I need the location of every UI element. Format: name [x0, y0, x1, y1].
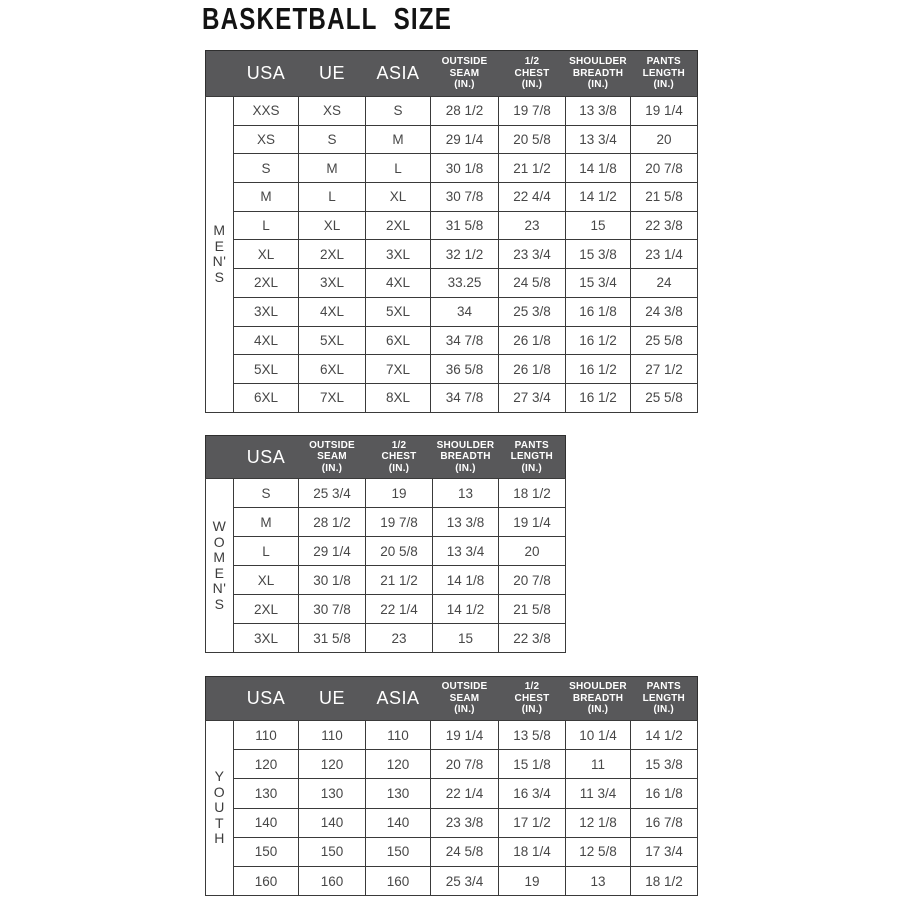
size-cell: 30 7/8 [299, 595, 366, 624]
mens-size-row [206, 383, 698, 412]
size-cell: 2XL [234, 595, 299, 624]
size-cell: 16 1/2 [566, 355, 631, 384]
size-cell: 160 [299, 866, 366, 895]
column-header-ue: UE [299, 677, 366, 721]
size-cell: 15 [433, 624, 499, 653]
size-cell: 34 7/8 [431, 326, 499, 355]
size-cell: 110 [299, 721, 366, 750]
size-cell: 14 1/2 [631, 721, 698, 750]
size-cell: 11 3/4 [566, 779, 631, 808]
column-header-outside-seam: OUTSIDE SEAM (IN.) [431, 677, 499, 721]
size-cell: 17 3/4 [631, 837, 698, 866]
size-cell: XS [299, 97, 366, 126]
size-cell: 7XL [366, 355, 431, 384]
size-cell: 120 [234, 750, 299, 779]
size-cell: 2XL [234, 269, 299, 298]
size-cell: 19 1/4 [431, 721, 499, 750]
size-cell: 15 3/4 [566, 269, 631, 298]
mens-size-row [206, 240, 698, 269]
youth-size-row [206, 837, 698, 866]
size-cell: XL [299, 211, 366, 240]
size-cell: L [234, 537, 299, 566]
size-cell: 14 1/8 [566, 154, 631, 183]
size-cell: 11 [566, 750, 631, 779]
size-cell: 20 5/8 [366, 537, 433, 566]
size-cell: 2XL [366, 211, 431, 240]
size-cell: 120 [299, 750, 366, 779]
size-cell: 23 1/4 [631, 240, 698, 269]
size-cell: 5XL [299, 326, 366, 355]
size-cell: 23 3/4 [499, 240, 566, 269]
size-cell: 34 [431, 297, 499, 326]
column-header-asia: ASIA [366, 51, 431, 97]
size-cell: 110 [366, 721, 431, 750]
womens-size-row [206, 566, 566, 595]
size-cell: 14 1/2 [566, 183, 631, 212]
size-cell: 12 5/8 [566, 837, 631, 866]
size-cell: 23 [366, 624, 433, 653]
size-cell: 25 5/8 [631, 383, 698, 412]
size-cell: 18 1/2 [631, 866, 698, 895]
column-header-half-chest: 1/2 CHEST (IN.) [499, 51, 566, 97]
youth-header-row [206, 677, 698, 721]
size-cell: 16 1/2 [566, 326, 631, 355]
size-cell: 18 1/2 [499, 479, 566, 508]
womens-header-corner [206, 436, 234, 479]
size-cell: 5XL [234, 355, 299, 384]
size-cell: 24 [631, 269, 698, 298]
size-cell: 160 [234, 866, 299, 895]
size-cell: M [299, 154, 366, 183]
size-cell: 20 [631, 125, 698, 154]
size-cell: 130 [366, 779, 431, 808]
size-cell: 14 1/8 [433, 566, 499, 595]
mens-size-table [205, 50, 698, 413]
size-cell: 28 1/2 [299, 508, 366, 537]
size-cell: 20 7/8 [631, 154, 698, 183]
size-cell: 3XL [234, 624, 299, 653]
size-cell: XL [366, 183, 431, 212]
column-header-shoulder-breadth: SHOULDER BREADTH (IN.) [566, 51, 631, 97]
column-header-outside-seam: OUTSIDE SEAM (IN.) [431, 51, 499, 97]
womens-size-row [206, 624, 566, 653]
size-cell: 19 7/8 [499, 97, 566, 126]
size-cell: 150 [234, 837, 299, 866]
mens-size-row [206, 326, 698, 355]
size-cell: 22 1/4 [431, 779, 499, 808]
size-cell: M [366, 125, 431, 154]
size-cell: 24 5/8 [499, 269, 566, 298]
size-cell: 3XL [234, 297, 299, 326]
mens-size-row [206, 183, 698, 212]
size-cell: 16 7/8 [631, 808, 698, 837]
size-cell: 15 3/8 [566, 240, 631, 269]
mens-size-row [206, 355, 698, 384]
size-cell: 19 [499, 866, 566, 895]
size-cell: 30 7/8 [431, 183, 499, 212]
size-cell: 130 [299, 779, 366, 808]
size-cell: 150 [366, 837, 431, 866]
mens-size-row [206, 269, 698, 298]
column-header-half-chest: 1/2 CHEST (IN.) [499, 677, 566, 721]
mens-size-row [206, 211, 698, 240]
size-cell: 25 3/4 [431, 866, 499, 895]
womens-size-table [205, 435, 566, 653]
column-header-shoulder-breadth: SHOULDER BREADTH (IN.) [566, 677, 631, 721]
size-cell: 140 [299, 808, 366, 837]
size-cell: 4XL [366, 269, 431, 298]
column-header-pants-length: PANTS LENGTH (IN.) [499, 436, 566, 479]
size-cell: S [366, 97, 431, 126]
size-cell: 7XL [299, 383, 366, 412]
size-cell: M [234, 183, 299, 212]
youth-group-label: Y O U T H [206, 721, 234, 896]
column-header-outside-seam: OUTSIDE SEAM (IN.) [299, 436, 366, 479]
size-cell: 27 3/4 [499, 383, 566, 412]
womens-size-row [206, 595, 566, 624]
size-cell: 21 5/8 [499, 595, 566, 624]
size-cell: 4XL [234, 326, 299, 355]
size-cell: 21 5/8 [631, 183, 698, 212]
size-cell: 14 1/2 [433, 595, 499, 624]
size-cell: 16 1/8 [631, 779, 698, 808]
size-cell: 26 1/8 [499, 355, 566, 384]
size-cell: 13 [433, 479, 499, 508]
size-cell: 22 1/4 [366, 595, 433, 624]
mens-header-row [206, 51, 698, 97]
mens-size-row [206, 97, 698, 126]
size-cell: 21 1/2 [366, 566, 433, 595]
size-cell: 20 7/8 [431, 750, 499, 779]
size-cell: 6XL [234, 383, 299, 412]
size-cell: 6XL [366, 326, 431, 355]
size-cell: S [234, 154, 299, 183]
size-cell: 31 5/8 [431, 211, 499, 240]
size-cell: 20 5/8 [499, 125, 566, 154]
size-cell: M [234, 508, 299, 537]
column-header-usa: USA [234, 677, 299, 721]
size-cell: 26 1/8 [499, 326, 566, 355]
column-header-pants-length: PANTS LENGTH (IN.) [631, 677, 698, 721]
mens-size-row [206, 154, 698, 183]
mens-size-row [206, 125, 698, 154]
size-cell: 13 5/8 [499, 721, 566, 750]
size-cell: 15 [566, 211, 631, 240]
size-cell: 15 1/8 [499, 750, 566, 779]
size-cell: 150 [299, 837, 366, 866]
size-cell: L [299, 183, 366, 212]
size-cell: 34 7/8 [431, 383, 499, 412]
column-header-pants-length: PANTS LENGTH (IN.) [631, 51, 698, 97]
size-cell: XL [234, 566, 299, 595]
size-cell: 25 5/8 [631, 326, 698, 355]
size-cell: S [299, 125, 366, 154]
youth-size-row [206, 808, 698, 837]
size-cell: 15 3/8 [631, 750, 698, 779]
size-cell: 17 1/2 [499, 808, 566, 837]
size-cell: 22 4/4 [499, 183, 566, 212]
size-cell: 3XL [299, 269, 366, 298]
size-cell: XL [234, 240, 299, 269]
size-cell: 20 [499, 537, 566, 566]
size-cell: 19 [366, 479, 433, 508]
size-cell: 19 7/8 [366, 508, 433, 537]
size-cell: 30 1/8 [299, 566, 366, 595]
size-cell: 25 3/8 [499, 297, 566, 326]
size-cell: 18 1/4 [499, 837, 566, 866]
size-cell: 13 3/8 [433, 508, 499, 537]
size-cell: 25 3/4 [299, 479, 366, 508]
size-cell: 31 5/8 [299, 624, 366, 653]
size-cell: 140 [234, 808, 299, 837]
size-cell: 5XL [366, 297, 431, 326]
size-cell: L [366, 154, 431, 183]
size-cell: S [234, 479, 299, 508]
womens-group-label: W O M E N' S [206, 479, 234, 653]
size-cell: 22 3/8 [499, 624, 566, 653]
youth-header-corner [206, 677, 234, 721]
size-cell: 23 3/8 [431, 808, 499, 837]
womens-size-row [206, 479, 566, 508]
size-cell: 8XL [366, 383, 431, 412]
size-cell: 13 3/4 [566, 125, 631, 154]
column-header-half-chest: 1/2 CHEST (IN.) [366, 436, 433, 479]
size-cell: 27 1/2 [631, 355, 698, 384]
size-cell: 28 1/2 [431, 97, 499, 126]
size-cell: 22 3/8 [631, 211, 698, 240]
page-title: BASKETBALL SIZE [202, 1, 453, 36]
size-cell: L [234, 211, 299, 240]
size-cell: 16 1/8 [566, 297, 631, 326]
size-cell: 32 1/2 [431, 240, 499, 269]
size-cell: 2XL [299, 240, 366, 269]
size-cell: 23 [499, 211, 566, 240]
size-cell: 140 [366, 808, 431, 837]
womens-header-row [206, 436, 566, 479]
size-cell: 19 1/4 [631, 97, 698, 126]
column-header-usa: USA [234, 51, 299, 97]
youth-size-row [206, 779, 698, 808]
size-cell: 19 1/4 [499, 508, 566, 537]
size-cell: 36 5/8 [431, 355, 499, 384]
size-cell: 12 1/8 [566, 808, 631, 837]
womens-size-row [206, 508, 566, 537]
size-cell: 13 [566, 866, 631, 895]
mens-group-label: M E N' S [206, 97, 234, 413]
size-cell: 24 5/8 [431, 837, 499, 866]
column-header-shoulder-breadth: SHOULDER BREADTH (IN.) [433, 436, 499, 479]
size-cell: 120 [366, 750, 431, 779]
size-cell: 13 3/4 [433, 537, 499, 566]
youth-size-row [206, 866, 698, 895]
size-cell: 10 1/4 [566, 721, 631, 750]
size-cell: 33.25 [431, 269, 499, 298]
size-cell: 6XL [299, 355, 366, 384]
youth-size-table [205, 676, 698, 896]
size-cell: 16 3/4 [499, 779, 566, 808]
size-cell: 21 1/2 [499, 154, 566, 183]
size-cell: 20 7/8 [499, 566, 566, 595]
size-cell: 29 1/4 [299, 537, 366, 566]
column-header-ue: UE [299, 51, 366, 97]
youth-size-row [206, 721, 698, 750]
column-header-asia: ASIA [366, 677, 431, 721]
size-cell: XS [234, 125, 299, 154]
size-cell: 29 1/4 [431, 125, 499, 154]
size-cell: 16 1/2 [566, 383, 631, 412]
youth-size-row [206, 750, 698, 779]
mens-header-corner [206, 51, 234, 97]
womens-size-row [206, 537, 566, 566]
mens-size-row [206, 297, 698, 326]
size-cell: XXS [234, 97, 299, 126]
column-header-usa: USA [234, 436, 299, 479]
size-cell: 24 3/8 [631, 297, 698, 326]
size-cell: 30 1/8 [431, 154, 499, 183]
size-cell: 160 [366, 866, 431, 895]
size-cell: 3XL [366, 240, 431, 269]
size-cell: 130 [234, 779, 299, 808]
size-cell: 4XL [299, 297, 366, 326]
size-cell: 13 3/8 [566, 97, 631, 126]
size-cell: 110 [234, 721, 299, 750]
